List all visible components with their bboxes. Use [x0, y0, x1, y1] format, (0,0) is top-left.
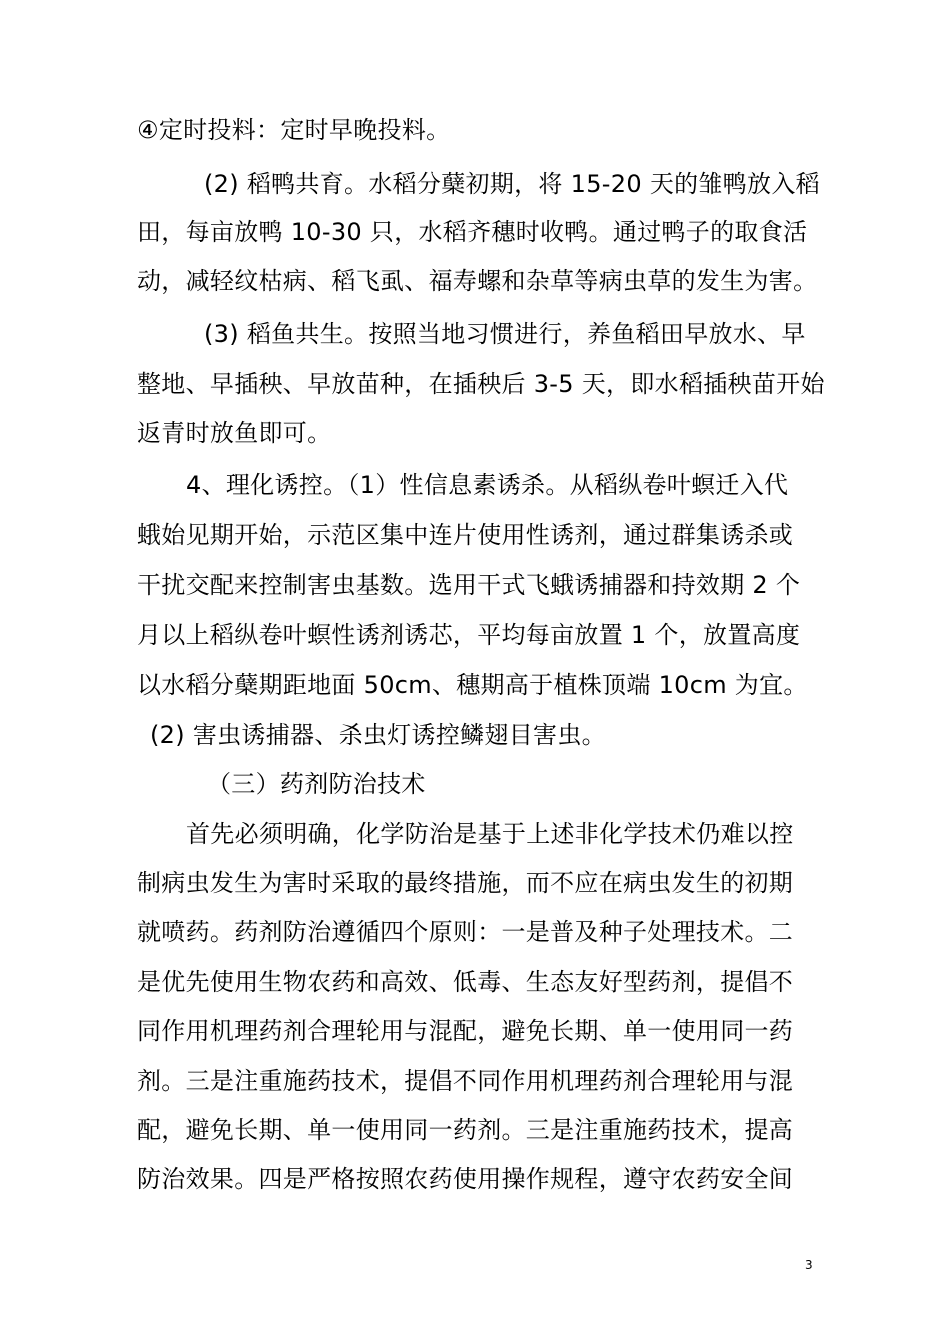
text-line: 以水稻分蘖期距地面 50cm、穗期高于植株顶端 10cm 为宜。 [137, 671, 808, 699]
text-line: 4、理化诱控。（1）性信息素诱杀。从稻纵卷叶螟迁入代 [186, 471, 789, 499]
text-line: 田，每亩放鸭 10-30 只，水稻齐穗时收鸭。通过鸭子的取食活 [137, 218, 808, 246]
section-heading: （三）药剂防治技术 [207, 770, 426, 798]
text-line: 配，避免长期、单一使用同一药剂。三是注重施药技术，提高 [137, 1116, 794, 1144]
text-line: ④定时投料：定时早晚投料。 [137, 116, 451, 144]
text-line: (2) 害虫诱捕器、杀虫灯诱控鳞翅目害虫。 [150, 721, 606, 749]
text-line: 整地、早插秧、早放苗种，在插秧后 3-5 天，即水稻插秧苗开始 [137, 370, 825, 398]
text-line: 月以上稻纵卷叶螟性诱剂诱芯，平均每亩放置 1 个，放置高度 [137, 621, 801, 649]
text-line: 首先必须明确，化学防治是基于上述非化学技术仍难以控 [186, 820, 794, 848]
text-line: 返青时放鱼即可。 [137, 419, 332, 447]
text-line: 制病虫发生为害时采取的最终措施，而不应在病虫发生的初期 [137, 869, 794, 897]
text-line: (3) 稻鱼共生。按照当地习惯进行，养鱼稻田早放水、早 [204, 320, 806, 348]
text-line: 动，减轻纹枯病、稻飞虱、福寿螺和杂草等病虫草的发生为害。 [137, 267, 818, 295]
text-line: 就喷药。药剂防治遵循四个原则：一是普及种子处理技术。二 [137, 918, 794, 946]
text-line: 蛾始见期开始，示范区集中连片使用性诱剂，通过群集诱杀或 [137, 521, 794, 549]
text-line: 是优先使用生物农药和高效、低毒、生态友好型药剂，提倡不 [137, 968, 794, 996]
text-line: (2) 稻鸭共育。水稻分蘖初期，将 15-20 天的雏鸭放入稻 [204, 170, 820, 198]
text-line: 防治效果。四是严格按照农药使用操作规程，遵守农药安全间 [137, 1165, 794, 1193]
text-line: 同作用机理药剂合理轮用与混配，避免长期、单一使用同一药 [137, 1017, 794, 1045]
page-number: 3 [805, 1258, 813, 1272]
text-line: 剂。三是注重施药技术，提倡不同作用机理药剂合理轮用与混 [137, 1067, 794, 1095]
text-line: 干扰交配来控制害虫基数。选用干式飞蛾诱捕器和持效期 2 个 [137, 571, 801, 599]
